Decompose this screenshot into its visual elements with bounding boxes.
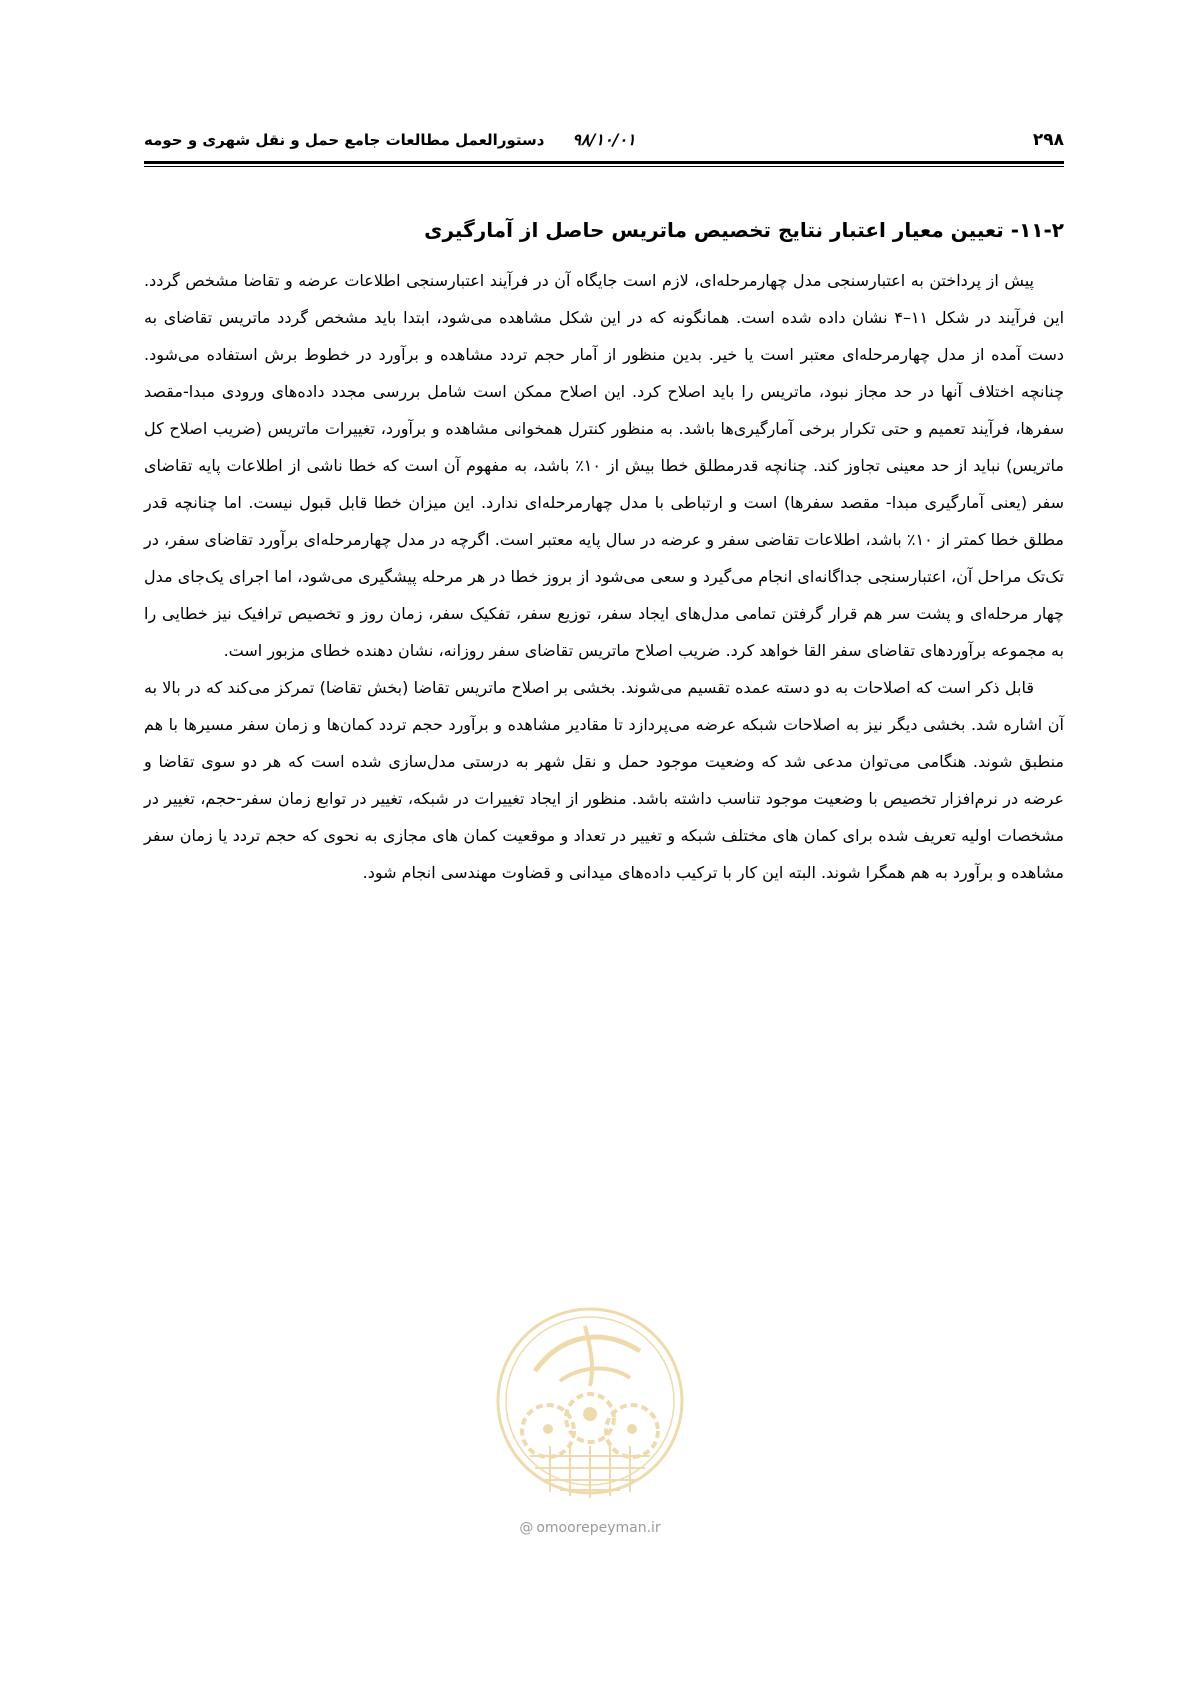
body-paragraph: قابل ذکر است که اصلاحات به دو دسته عمده تقسیم می‌شوند. بخشی بر اصلاح ماتریس تقاضا (بخش تقاضا) تمرکز می‌کند که در بالا به آن اشاره شد. بخشی دیگر نیز به اصلاحات شبکه عرضه می‌پردازد تا مقادیر مشاهده و برآورد حجم تردد کمان‌ها و زمان سفر مسیرها با هم منطبق شوند. هنگامی می‌توان مدعی شد که وضعیت موجود حمل و نقل شهر به درستی مدل‌سازی شده است که هر دو سوی تقاضا و عرضه در نرم‌افزار تخصیص با وضعیت موجود تناسب داشته باشد. منظور از ایجاد تغییرات در شبکه، تغییر در توابع زمان سفر-حجم، تغییر در مشخصات اولیه تعریف شده برای کمان های مختلف شبکه و تغییر در تعداد و موقعیت کمان های مجازی به نحوی که حجم تردد یا زمان سفر مشاهده و برآورد به هم همگرا شوند. البته این کار با ترکیب داده‌های میدانی و قضاوت مهندسی انجام شود.: [144, 678, 1064, 882]
website-footer: [490, 1520, 690, 1536]
page-number: ۲۹۸: [1032, 130, 1064, 150]
page-header: [144, 128, 1064, 158]
at-icon: @: [519, 1520, 534, 1536]
page-content: [144, 208, 1064, 891]
document-title: دستورالعمل مطالعات جامع حمل و نقل شهری و حومه: [144, 131, 545, 149]
header-divider-thick: [144, 161, 1064, 164]
body-paragraph: پیش از پرداختن به اعتبارسنجی مدل چهارمرحله‌ای، لازم است جایگاه آن در فرآیند اعتبارسنجی اطلاعات عرضه و تقاضا مشخص گردد. این فرآیند در شکل ۱۱–۴ نشان داده شده است. همانگونه که در این شکل مشاهده می‌شود، ابتدا باید مشخص گردد ماتریس تقاضای به دست آمده از مدل چهارمرحله‌ای معتبر است یا خیر. بدین منظور از آمار حجم تردد مشاهده و برآورد در خطوط برش استفاده می‌شود. چنانچه اختلاف آنها در حد مجاز نبود، ماتریس را باید اصلاح کرد. این اصلاح ممکن است شامل بررسی مجدد داده‌های ورودی مبدا-مقصد سفرها، فرآیند تعمیم و حتی تکرار برخی آمارگیری‌ها باشد. به منظور کنترل همخوانی مشاهده و برآورد، تغییرات ماتریس (ضریب اصلاح کل ماتریس) نباید از حد معینی تجاوز کند. چنانچه قدرمطلق خطا بیش از ۱۰٪ باشد، به مفهوم آن است که خطا ناشی از اطلاعات پایه تقاضای سفر (یعنی آمارگیری مبدا- مقصد سفرها) است و ارتباطی با مدل چهارمرحله‌ای ندارد. این میزان خطا قابل قبول نیست. اما چنانچه قدر مطلق خطا کمتر از ۱۰٪ باشد، اطلاعات تقاضی سفر و عرضه در سال پایه معتبر است. اگرچه در مدل چهارمرحله‌ای برآورد تقاضای سفر، در تک‌تک مراحل آن، اعتبارسنجی جداگانه‌ای انجام می‌گیرد و سعی می‌شود از بروز خطا در هر مرحله پیشگیری می‌شود، اما اجرای یک‌جای مدل چهار مرحله‌ای و پشت سر هم قرار گرفتن تمامی مدل‌های ایجاد سفر، توزیع سفر، تفکیک سفر، زمان روز و تخصیص ترافیک نیز خطایی را به مجموعه برآوردهای تقاضای سفر القا خواهد کرد. ضریب اصلاح ماتریس تقاضای سفر روزانه، نشان دهنده خطای مزبور است.: [144, 271, 1065, 660]
section-heading: ۱۱-۲- تعیین معیار اعتبار نتایج تخصیص ماتریس حاصل از آمارگیری: [424, 218, 1064, 242]
header-date: ۹۸/۱۰/۰۱: [572, 130, 636, 149]
header-divider-thin: [144, 166, 1064, 167]
seal-logo-icon: [490, 1296, 690, 1516]
website-url: omoorepeyman.ir: [536, 1520, 661, 1536]
